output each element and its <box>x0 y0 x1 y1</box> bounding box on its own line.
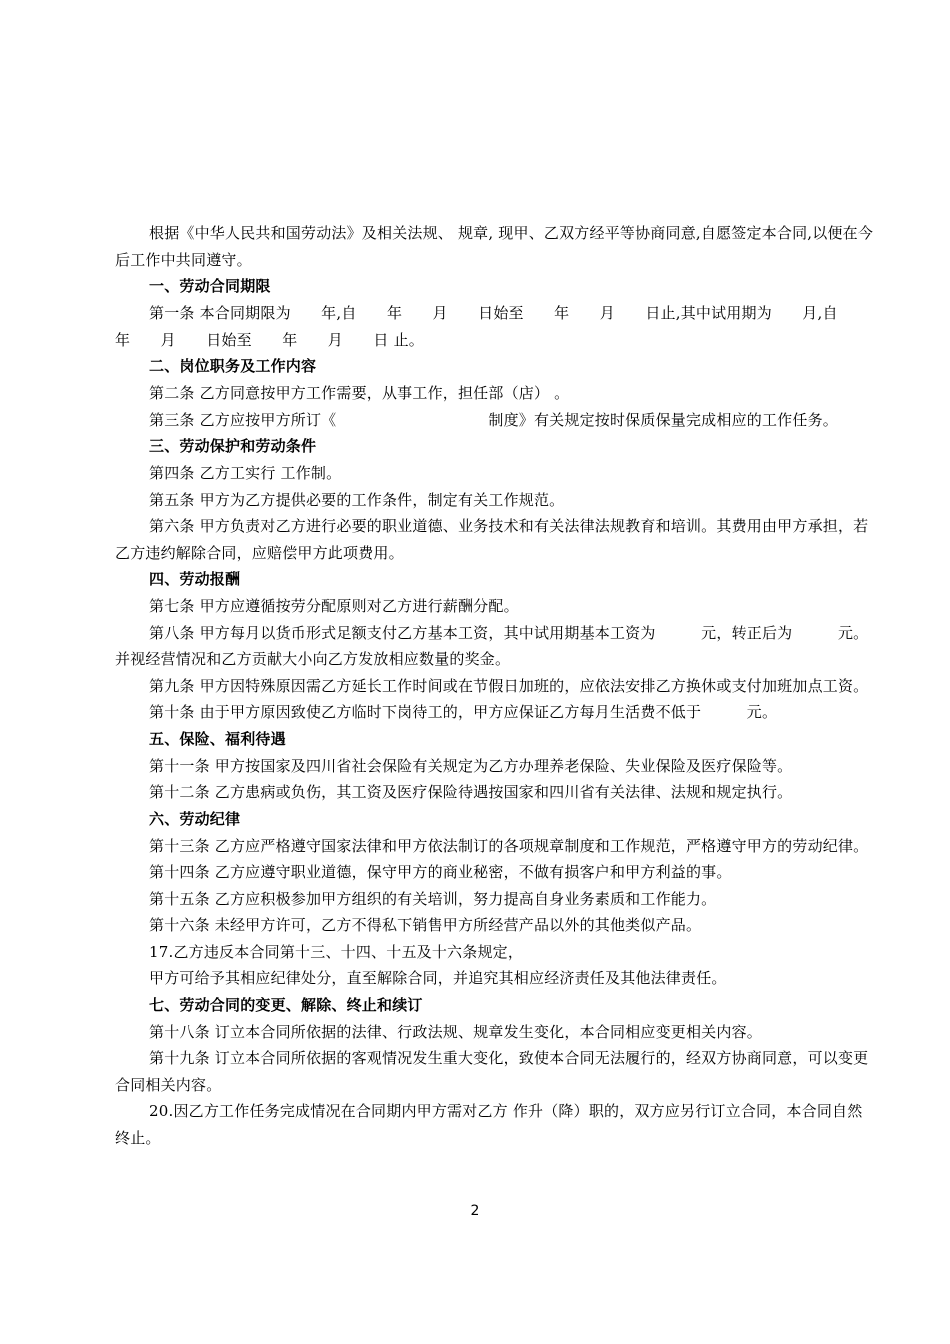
section-heading-position: 二、岗位职务及工作内容 <box>149 357 317 375</box>
article-18: 第十八条 订立本合同所依据的法律、行政法规、规章发生变化，本合同相应变更相关内容。 <box>149 1022 762 1041</box>
article-15: 第十五条 乙方应积极参加甲方组织的有关培训，努力提高自身业务素质和工作能力。 <box>149 889 717 908</box>
article-7: 第七条 甲方应遵循按劳分配原则对乙方进行薪酬分配。 <box>149 597 519 615</box>
article-12: 第十二条 乙方患病或负伤，其工资及医疗保险待遇按国家和四川省有关法律、法规和规定执行。 <box>149 783 793 801</box>
section-heading-protection: 三、劳动保护和劳动条件 <box>149 437 317 455</box>
article-20: 20.因乙方工作任务完成情况在合同期内甲方需对乙方 作升（降）职的，双方应另行订立合同，本合同自然终止。 <box>115 1102 863 1147</box>
article-6: 第六条 甲方负责对乙方进行必要的职业道德、业务技术和有关法律法规教育和培训。其费用由甲方承担，若乙方违约解除合同，应赔偿甲方此项费用。 <box>115 517 869 562</box>
article-11: 第十一条 甲方按国家及四川省社会保险有关规定为乙方办理养老保险、失业保险及医疗保险等。 <box>149 756 793 775</box>
article-14: 第十四条 乙方应遵守职业道德，保守甲方的商业秘密，不做有损客户和甲方利益的事。 <box>149 863 732 881</box>
document-body <box>115 220 875 1151</box>
article-1: 第一条 本合同期限为 年,自 年 月 日始至 年 月 日止,其中试用期为 月,自 年 月 日始至 年 月 日 止。 <box>115 304 869 349</box>
article-2: 第二条 乙方同意按甲方工作需要，从事工作，担任部（店） 。 <box>149 384 570 402</box>
article-10: 第十条 由于甲方原因致使乙方临时下岗待工的，甲方应保证乙方每月生活费不低于 元。 <box>149 703 778 721</box>
section-heading-term: 一、劳动合同期限 <box>149 277 271 295</box>
article-17-continued: 甲方可给予其相应纪律处分，直至解除合同，并追究其相应经济责任及其他法律责任。 <box>149 969 727 987</box>
article-16: 第十六条 未经甲方许可，乙方不得私下销售甲方所经营产品以外的其他类似产品。 <box>149 916 702 934</box>
article-13: 第十三条 乙方应严格遵守国家法律和甲方依法制订的各项规章制度和工作规范，严格遵守甲方的劳动纪律。 <box>149 836 869 855</box>
page-number: 2 <box>470 1203 480 1219</box>
article-4: 第四条 乙方工实行 工作制。 <box>149 464 342 482</box>
article-3: 第三条 乙方应按甲方所订《 制度》有关规定按时保质保量完成相应的工作任务。 <box>149 410 838 429</box>
article-5: 第五条 甲方为乙方提供必要的工作条件，制定有关工作规范。 <box>149 490 565 509</box>
intro-paragraph: 根据《中华人民共和国劳动法》及相关法规、 规章, 现甲、乙双方经平等协商同意,自愿签定本合同,以便在今后工作中共同遵守。 <box>115 224 874 269</box>
article-8: 第八条 甲方每月以货币形式足额支付乙方基本工资，其中试用期基本工资为 元，转正后为 元。并视经营情况和乙方贡献大小向乙方发放相应数量的奖金。 <box>115 623 869 668</box>
article-17: 17.乙方违反本合同第十三、十四、十五及十六条规定， <box>149 942 524 961</box>
section-heading-insurance: 五、保险、福利待遇 <box>149 729 286 748</box>
section-heading-changes: 七、劳动合同的变更、解除、终止和续订 <box>149 995 423 1014</box>
section-heading-discipline: 六、劳动纪律 <box>149 809 241 828</box>
section-heading-pay: 四、劳动报酬 <box>149 570 241 588</box>
article-19: 第十九条 订立本合同所依据的客观情况发生重大变化，致使本合同无法履行的，经双方协商同意，可以变更合同相关内容。 <box>115 1049 869 1094</box>
article-9: 第九条 甲方因特殊原因需乙方延长工作时间或在节假日加班的，应依法安排乙方换休或支付加班加点工资。 <box>149 676 869 695</box>
